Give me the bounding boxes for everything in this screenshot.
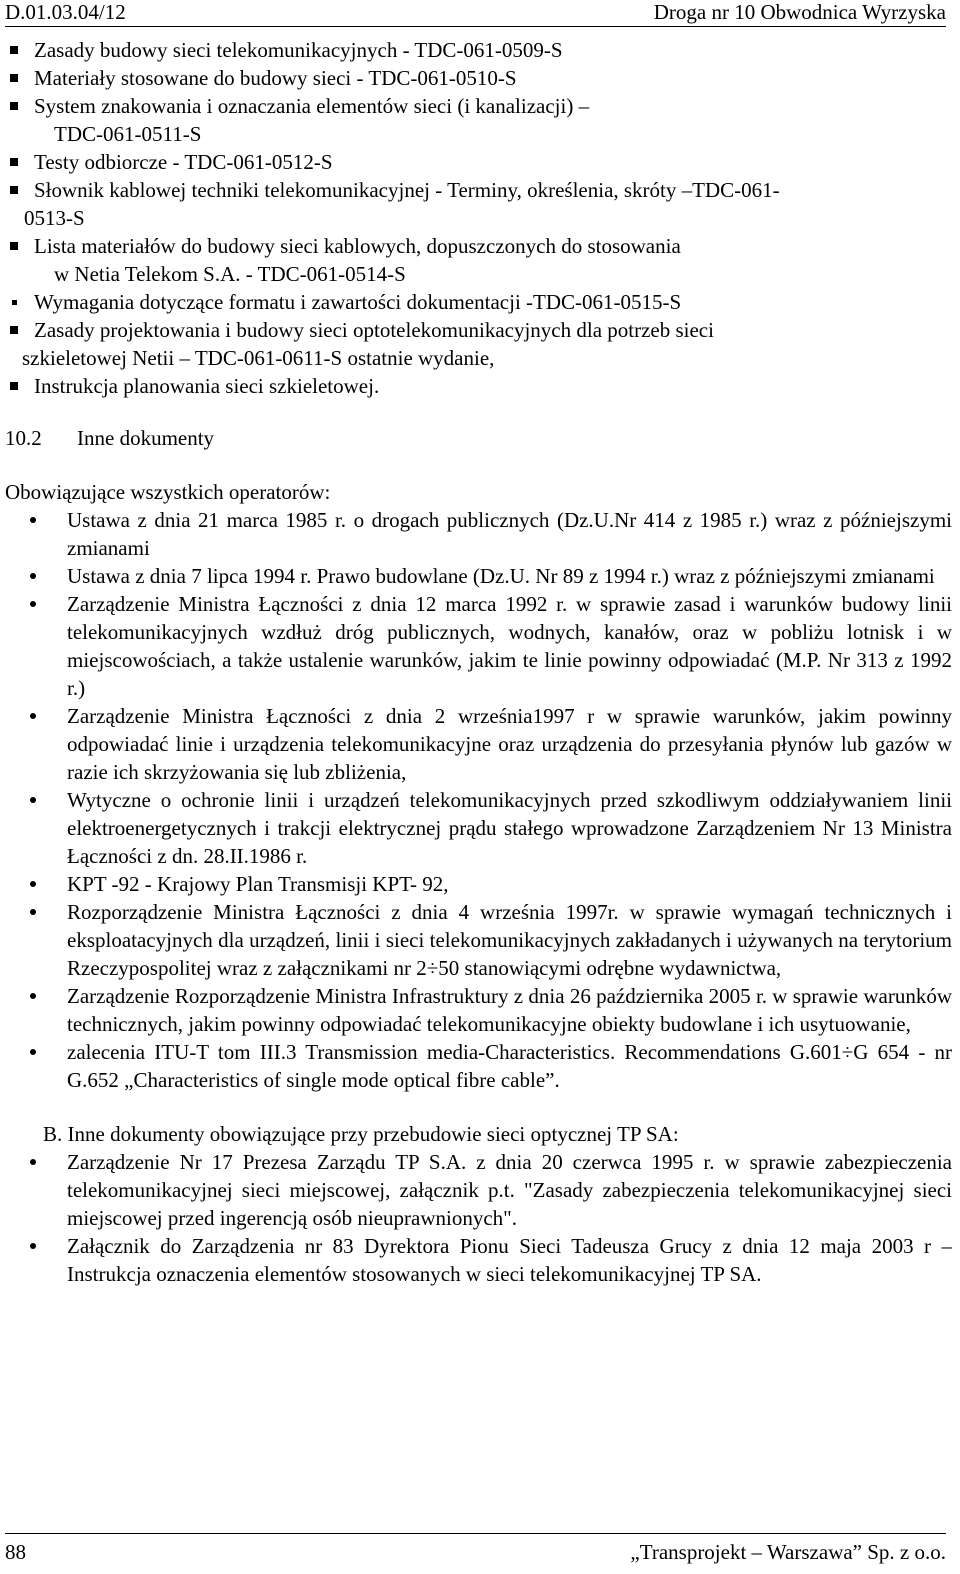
section-heading [5,424,952,452]
list-item: Materiały stosowane do budowy sieci - TDC-061-0510-S [5,64,952,92]
list-item: System znakowania i oznaczania elementów sieci (i kanalizacji) – TDC-061-0511-S [5,92,952,148]
list-item: Wytyczne o ochronie linii i urządzeń telekomunikacyjnych przed szkodliwym oddziaływaniem linii elektroenergetycznych i trakcji elektrycznej prądu stałego wprowadzone Zarządzeniem Nr 13 Ministra Łączności z dn. 28.II.1986 r. [5,786,952,870]
operators-list [5,506,952,1094]
list-item: Zarządzenie Nr 17 Prezesa Zarządu TP S.A. z dnia 20 czerwca 1995 r. w sprawie zabezpieczenia telekomunikacyjnej sieci miejscowej, załącznik p.t. "Zasady zabezpieczenia telekomunikacyjnej sieci miejscowej przed ingerencją osób nieuprawnionych". [5,1148,952,1232]
list-item: Ustawa z dnia 7 lipca 1994 r. Prawo budowlane (Dz.U. Nr 89 z 1994 r.) wraz z późniejszymi zmianami [5,562,952,590]
list-item: Ustawa z dnia 21 marca 1985 r. o drogach publicznych (Dz.U.Nr 414 z 1985 r.) wraz z późniejszymi zmianami [5,506,952,562]
tpsa-list [5,1148,952,1288]
page-number: 88 [5,1540,26,1564]
section-number: 10.2 [5,426,42,450]
list-item: Słownik kablowej techniki telekomunikacyjnej - Terminy, określenia, skróty –TDC-061- 0513-S [5,176,952,232]
page-footer [5,1533,946,1574]
document-code: D.01.03.04/12 [5,0,126,24]
list-item: Wymagania dotyczące formatu i zawartości dokumentacji -TDC-061-0515-S [5,288,952,316]
list-item: Załącznik do Zarządzenia nr 83 Dyrektora Pionu Sieci Tadeusza Grucy z dnia 12 maja 2003 r – Instrukcja oznaczenia elementów stosowanych w sieci telekomunikacyjnej TP SA. [5,1232,952,1288]
list-item: Testy odbiorcze - TDC-061-0512-S [5,148,952,176]
standards-list [5,36,952,400]
list-item: Zarządzenie Ministra Łączności z dnia 12 marca 1992 r. w sprawie zasad i warunków budowy linii telekomunikacyjnych wzdłuż dróg publicznych, wodnych, kanałów, oraz w pobliżu lotnisk i w miejscowościach, a także ustalenie warunków, jakim te linie powinny odpowiadać (M.P. Nr 313 z 1992 r.) [5,590,952,702]
list-item: Zasady budowy sieci telekomunikacyjnych - TDC-061-0509-S [5,36,952,64]
list-item: Rozporządzenie Ministra Łączności z dnia 4 września 1997r. w sprawie wymagań technicznych i eksploatacyjnych dla urządzeń, linii i sieci telekomunikacyjnych zakładanych i używanych na terytorium Rzeczypospolitej wraz z załącznikami nr 2÷50 stanowiącymi odrębne wydawnictwa, [5,898,952,982]
list-item: zalecenia ITU-T tom III.3 Transmission media-Characteristics. Recommendations G.601÷G 654 - nr G.652 „Characteristics of single mode optical fibre cable”. [5,1038,952,1094]
list-item: Zasady projektowania i budowy sieci optotelekomunikacyjnych dla potrzeb sieci szkieletowej Netii – TDC-061-0611-S ostatnie wydanie, [5,316,952,372]
list-item: KPT -92 - Krajowy Plan Transmisji KPT- 92, [5,870,952,898]
list-item: Zarządzenie Rozporządzenie Ministra Infrastruktury z dnia 26 października 2005 r. w sprawie warunków technicznych, jakim powinny odpowiadać telekomunikacyjne obiekty budowlane i ich usytuowanie, [5,982,952,1038]
list-item: Zarządzenie Ministra Łączności z dnia 2 września1997 r w sprawie warunków, jakim powinny odpowiadać linie i urządzenia telekomunikacyjne oraz urządzenia do przesyłania płynów lub gazów w razie ich skrzyżowania się lub zbliżenia, [5,702,952,786]
list-item: Lista materiałów do budowy sieci kablowych, dopuszczonych do stosowania w Netia Telekom S.A. - TDC-061-0514-S [5,232,952,288]
operators-heading: Obowiązujące wszystkich operatorów: [5,480,331,504]
page-header [5,0,946,27]
company-name: „Transprojekt – Warszawa” Sp. z o.o. [630,1540,946,1564]
project-title: Droga nr 10 Obwodnica Wyrzyska [653,0,946,24]
tpsa-heading: B. Inne dokumenty obowiązujące przy przebudowie sieci optycznej TP SA: [43,1122,679,1146]
list-item: Instrukcja planowania sieci szkieletowej. [5,372,952,400]
section-title: Inne dokumenty [77,426,215,450]
page-body [5,36,952,1288]
